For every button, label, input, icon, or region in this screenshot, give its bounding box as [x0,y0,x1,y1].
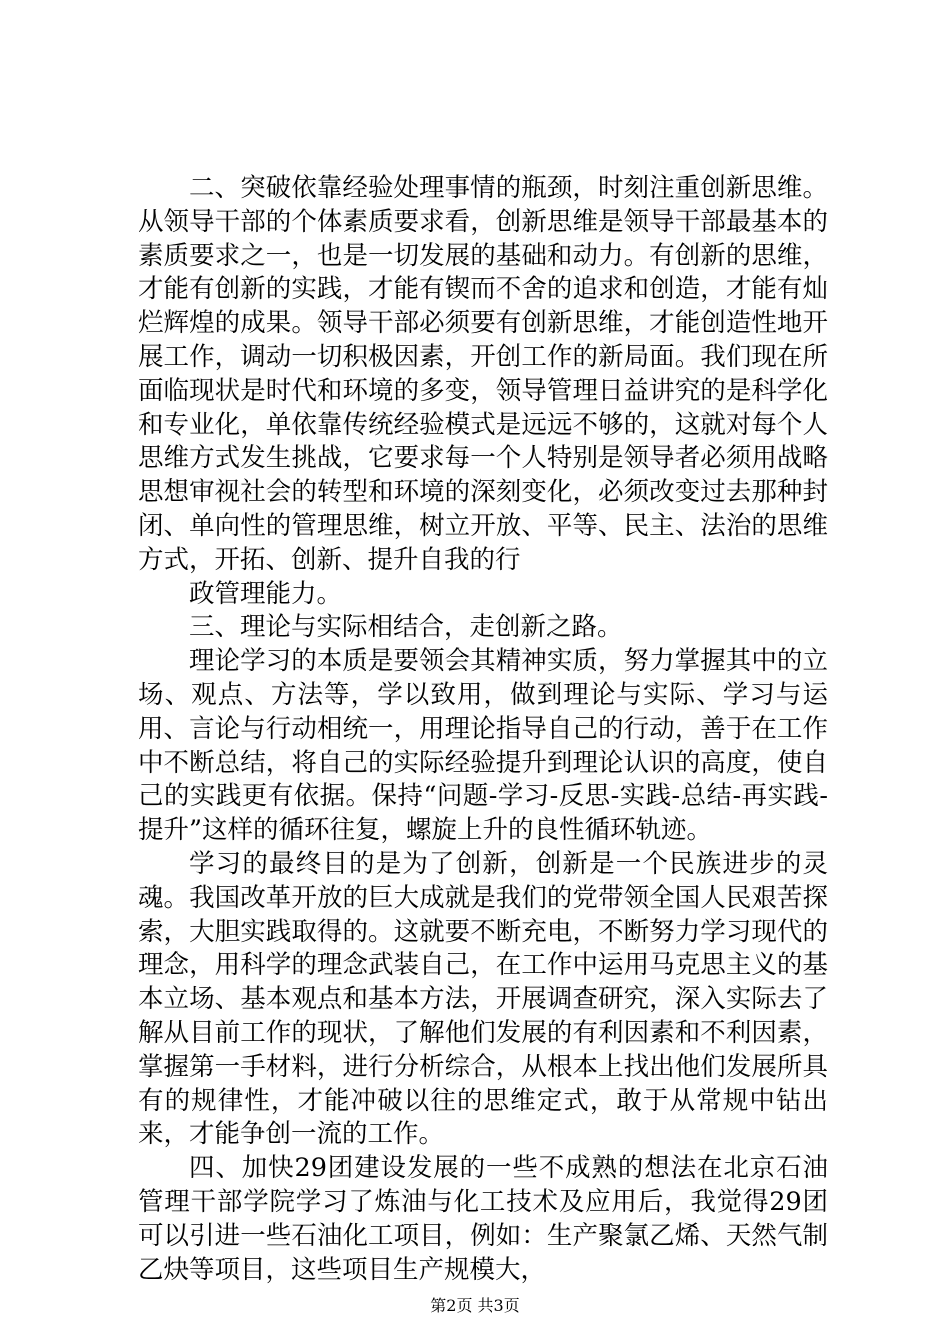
paragraph-regiment-29: 四、加快29团建设发展的一些不成熟的想法在北京石油管理干部学院学习了炼油与化工技术及应用后，我觉得29团可以引进一些石油化工项目，例如：生产聚氯乙烯、天然气制乙炔等项目，这些项目生产规模大， [138,1153,828,1285]
paragraph-learning-purpose: 学习的最终目的是为了创新，创新是一个民族进步的灵魂。我国改革开放的巨大成就是我们的党带领全国人民艰苦探索，大胆实践取得的。这就要不断充电，不断努力学习现代的理念，用科学的理念武装自己，在工作中运用马克思主义的基本立场、基本观点和基本方法，开展调查研究，深入实际去了解从目前工作的现状，了解他们发展的有利因素和不利因素，掌握第一手材料，进行分析综合，从根本上找出他们发展所具有的规律性，才能冲破以往的思维定式，敢于从常规中钻出来，才能争创一流的工作。 [138,848,828,1150]
paragraph-management-ability: 政管理能力。 [189,578,343,609]
heading-theory-practice: 三、理论与实际相结合，走创新之路。 [189,612,623,643]
document-body [138,172,828,1287]
page-footer: 第2页 共3页 [430,1296,520,1315]
paragraph-innovation-thinking: 二、突破依靠经验处理事情的瓶颈，时刻注重创新思维。从领导干部的个体素质要求看，创新思维是领导干部最基本的素质要求之一，也是一切发展的基础和动力。有创新的思维，才能有创新的实践，才能有锲而不舍的追求和创造，才能有灿烂辉煌的成果。领导干部必须要有创新思维，才能创造性地开展工作，调动一切积极因素，开创工作的新局面。我们现在所面临现状是时代和环境的多变，领导管理日益讲究的是科学化和专业化，单依靠传统经验模式是远远不够的，这就对每个人思维方式发生挑战，它要求每一个人特别是领导者必须用战略思想审视社会的转型和环境的深刻变化，必须改变过去那种封闭、单向性的管理思维，树立开放、平等、民主、法治的思维方式，开拓、创新、提升自我的行 [138,173,828,575]
paragraph-theory-study: 理论学习的本质是要领会其精神实质，努力掌握其中的立场、观点、方法等，学以致用，做到理论与实际、学习与运用、言论与行动相统一，用理论指导自己的行动，善于在工作中不断总结，将自己的实际经验提升到理论认识的高度，使自己的实践更有依据。保持“问题-学习-反思-实践-总结-再实践-提升”这样的循环往复，螺旋上升的良性循环轨迹。 [138,646,828,846]
